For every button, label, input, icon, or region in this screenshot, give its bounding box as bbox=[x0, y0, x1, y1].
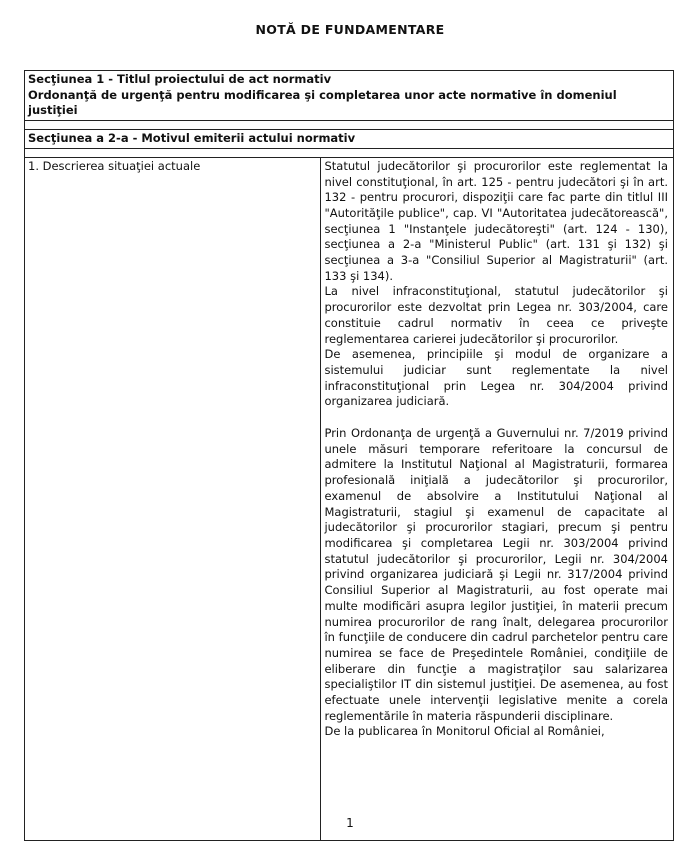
section1-row bbox=[25, 71, 674, 121]
section1-cell bbox=[25, 71, 674, 121]
row-current-situation bbox=[25, 157, 674, 840]
section1-heading: Secţiunea 1 - Titlul proiectului de act normativ bbox=[28, 72, 332, 86]
paragraph: Statutul judecătorilor şi procurorilor este reglementat la nivel constituţional, în art. 125 - pentru judecători şi în art. 132 - pentru procurori, dispoziţii care fac parte din titlul III "Autorităţile publice", cap. VI "Autoritatea judecătorească", secţiunea 1 "Instanţele judecătoreşti" (art. 124 - 130), secţiunea a 2-a "Ministerul Public" (art. 131 şi 132) şi secţiunea a 3-a "Consiliul Superior al Magistraturii" (art. 133 şi 134). bbox=[324, 158, 668, 283]
spacer-row bbox=[25, 148, 674, 157]
row-label: 1. Descrierea situaţiei actuale bbox=[25, 157, 321, 840]
paragraph: Prin Ordonanţa de urgenţă a Guvernului nr. 7/2019 privind unele măsuri temporare referitoare la concursul de admitere la Institutul Naţional al Magistraturii, formarea profesională iniţială a judecătorilor şi procurorilor, examenul de absolvire a Institutului Naţional al Magistraturii, stagiul şi examenul de capacitate al judecătorilor şi procurorilor stagiari, precum şi pentru modificarea şi completarea Legii nr. 303/2004 privind statutul judecătorilor şi procurorilor, Legii nr. 304/2004 privind organizarea judiciară şi Legii nr. 317/2004 privind Consiliul Superior al Magistraturii, au fost operate mai multe modificări asupra legilor justiţiei, în materii precum numirea procurorilor de rang înalt, delegarea procurorilor în funcţiile de conducere din cadrul parchetelor pentru care numirea se face de Preşedintele României, condiţiile de eliberare din funcţie a magistraţilor sau salarizarea specialiştilor IT din sistemul justiţiei. De asemenea, au fost efectuate unele intervenţii legislative menite a corela reglementările în materia răspunderii disciplinare. bbox=[324, 426, 668, 723]
spacer-row bbox=[25, 121, 674, 130]
paragraph: De asemenea, principiile şi modul de organizare a sistemului judiciar sunt reglementate la nivel infraconstituţional prin Legea nr. 304/2004 privind organizarea judiciară. bbox=[324, 347, 668, 409]
paragraph: La nivel infraconstituţional, statutul judecătorilor şi procurorilor este dezvoltat prin Legea nr. 303/2004, care constituie cadrul normativ în ceea ce priveşte reglementarea carierei judecătorilor şi procurorilor. bbox=[324, 284, 668, 346]
fundamentare-table bbox=[24, 70, 674, 841]
paragraph: De la publicarea în Monitorul Oficial al României, bbox=[324, 724, 605, 739]
page-number: 1 bbox=[346, 816, 354, 830]
section2-row bbox=[25, 130, 674, 149]
row-content bbox=[321, 157, 674, 840]
section1-subtitle: Ordonanţă de urgenţă pentru modificarea şi completarea unor acte normative în domeniul justiţiei bbox=[28, 87, 617, 118]
document-title: NOTĂ DE FUNDAMENTARE bbox=[255, 22, 445, 37]
section2-heading: Secţiunea a 2-a - Motivul emiterii actului normativ bbox=[25, 130, 674, 149]
